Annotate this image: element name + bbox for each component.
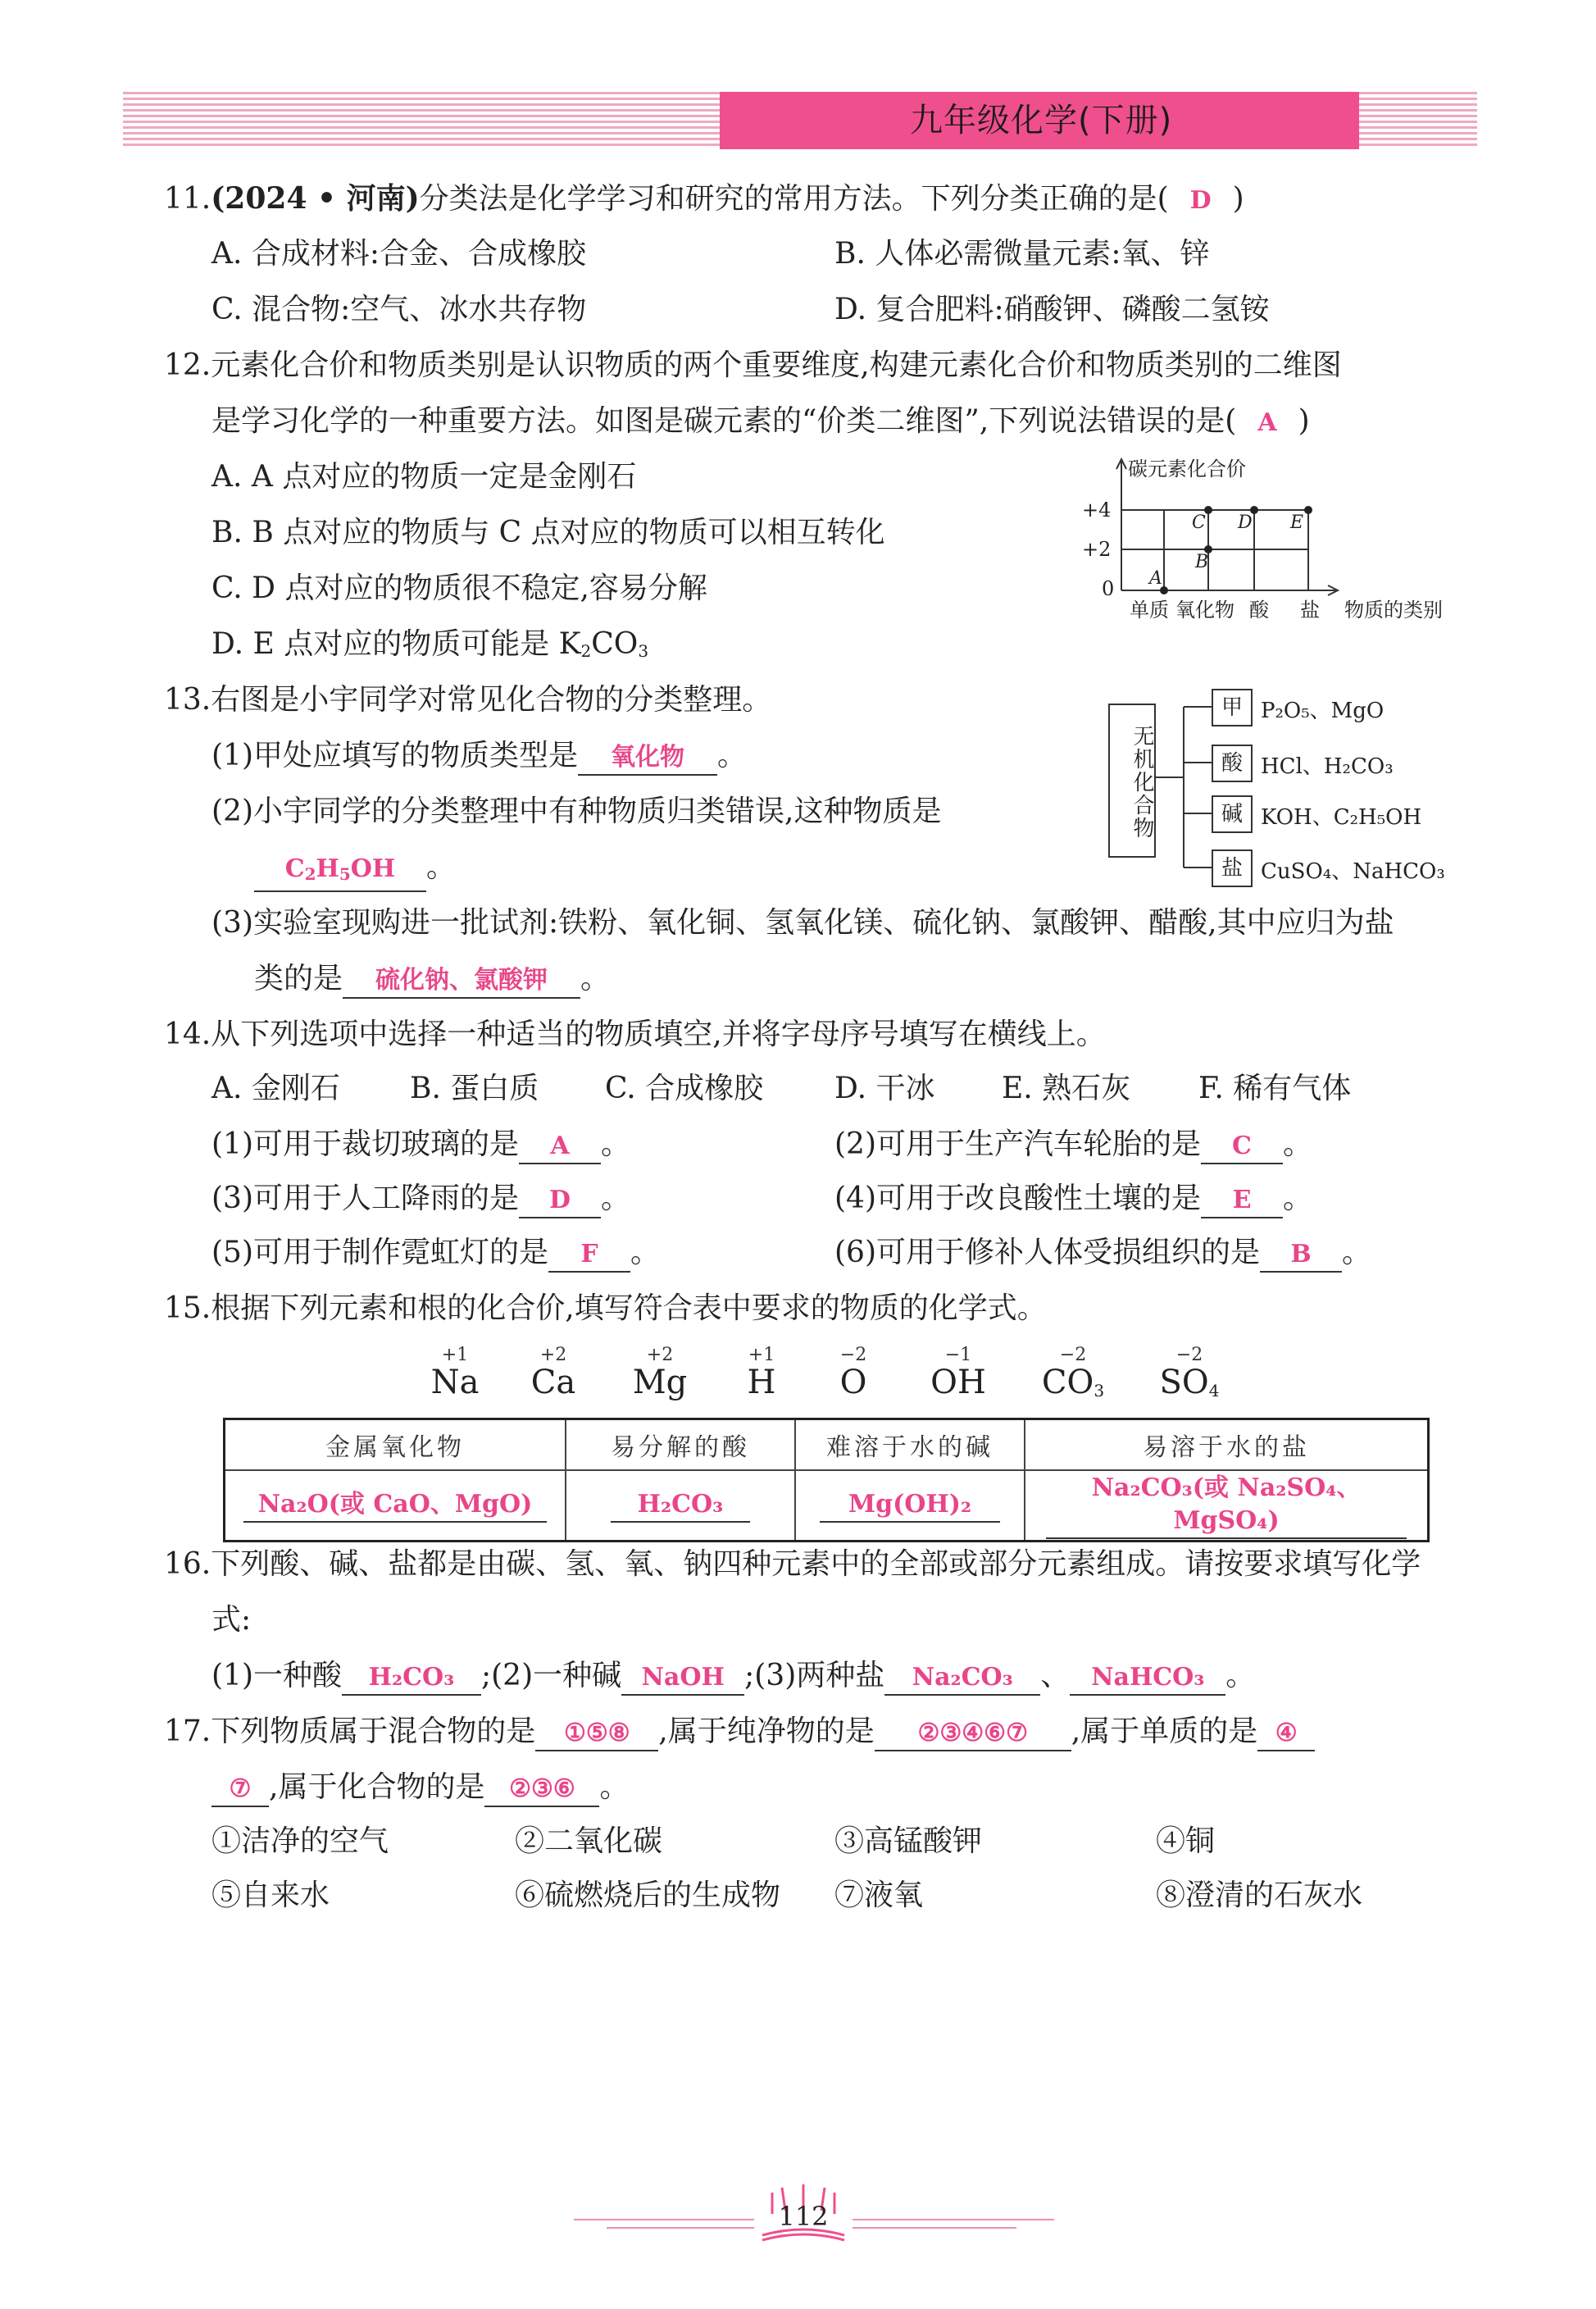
q11-option-d: D. 复合肥料:硝酸钾、磷酸二氢铵 [834,293,1270,326]
diagram-branch-label: 盐 [1212,849,1253,887]
q15-valence: −2 $SO_4$ [1159,1345,1220,1401]
q13-answer-3: 硫化钠、氯酸钾 [343,964,580,999]
table-header: 金属氧化物 [225,1419,566,1471]
q16-answer: Na₂CO₃ [884,1661,1040,1696]
q12-option-b: B. B 点对应的物质与 C 点对应的物质可以相互转化 [211,516,885,549]
q14-stem: 14.从下列选项中选择一种适当的物质填空,并将字母序号填写在横线上。 [164,1018,1106,1051]
q14-option: A. 金刚石 [211,1072,340,1105]
q15-valence: −2 $CO_3$ [1041,1345,1105,1401]
footer-rule [853,2219,1054,2220]
diagram-branch-items: KOH、C₂H₅OH [1261,805,1422,830]
q15-valence: +2 Mg [632,1345,688,1401]
q16-stem-line1: 16.下列酸、碱、盐都是由碳、氢、氧、钠四种元素中的全部或部分元素组成。请按要求填写化学 [164,1547,1421,1581]
q14-item: (4)可用于改良酸性土壤的是 E 。 [834,1177,1312,1220]
q13-part3-line2: 类的是 硫化钠、氯酸钾 。 [254,958,610,1000]
q13-part2-answer-line: $C_2H_5OH$ 。 [254,846,456,892]
q11-stem: 11.(2024 • 河南)分类法是化学学习和研究的常用方法。下列分类正确的是( D ) [164,181,1244,216]
q14-answer: C [1201,1130,1283,1164]
q12-stem-line1: 12.元素化合价和物质类别是认识物质的两个重要维度,构建元素化合价和物质类别的二维图 [164,348,1342,382]
q15-stem: 15.根据下列元素和根的化合价,填写符合表中要求的物质的化学式。 [164,1291,1047,1325]
q17-stem-line2: ⑦ ,属于化合物的是 ②③⑥ 。 [211,1766,629,1809]
q17-answer: ②③④⑥⑦ [875,1717,1071,1751]
table-cell [1025,1470,1429,1542]
q15-valence: −1 OH [930,1345,986,1401]
q15-answer: Na₂CO₃(或 Na₂SO₄、MgSO₄) [1046,1472,1407,1539]
chart-point-label: A [1149,568,1162,589]
chart-xlabel: 酸 [1249,599,1269,622]
q15-answer: Na₂O(或 CaO、MgO) [243,1488,547,1523]
table-cell [225,1470,566,1542]
q17-item: ①洁净的空气 [211,1824,389,1858]
table-cell [566,1470,795,1542]
q15-valence: +2 Ca [530,1345,576,1401]
chart-xlabel: 物质的类别 [1344,599,1443,622]
q11-answer: D [1189,186,1212,215]
q12-answer: A [1257,408,1277,437]
q13-answer-2: $C_2H_5OH$ [254,853,426,892]
q15-valence: +1 Na [430,1345,480,1401]
q14-option: F. 稀有气体 [1198,1072,1352,1105]
q17-item: ②二氧化碳 [515,1824,663,1858]
q11-option-b: B. 人体必需微量元素:氧、锌 [834,237,1210,271]
q17-item: ④铜 [1156,1824,1216,1858]
q17-stem-line1: 17.下列物质属于混合物的是 ①⑤⑧ ,属于纯净物的是 ②③④⑥⑦ ,属于单质的是 ④ [164,1710,1315,1753]
q14-answer: F [548,1238,630,1273]
diagram-branch-label: 甲 [1212,689,1253,726]
q14-answer: E [1201,1184,1283,1218]
diagram-connectors [1154,677,1212,882]
q17-answer: ⑦ [211,1773,269,1807]
chart-point-e [1304,506,1312,514]
q11-option-a: A. 合成材料:合金、合成橡胶 [211,237,587,271]
q13-part3-line1: (3)实验室现购进一批试剂:铁粉、氧化铜、氢氧化镁、硫化钠、氯酸钾、醋酸,其中应归为盐 [211,906,1394,940]
q13-stem: 13.右图是小宇同学对常见化合物的分类整理。 [164,683,772,717]
chart-point-label: B [1195,552,1209,572]
q14-answer: B [1260,1238,1342,1273]
footer-rule [853,2227,1016,2229]
q17-item: ⑤自来水 [211,1879,330,1912]
q13-part2: (2)小宇同学的分类整理中有种物质归类错误,这种物质是 [211,795,942,828]
q16-stem-line2: 式: [211,1603,252,1637]
q14-option: D. 干冰 [834,1072,935,1105]
q13-classification-diagram [1108,677,1453,882]
q15-answer: Mg(OH)₂ [820,1488,1000,1523]
diagram-root: 无机化合物 [1108,704,1156,858]
q17-answer: ①⑤⑧ [535,1717,658,1751]
q16-answer: NaHCO₃ [1070,1661,1225,1696]
table-header: 难溶于水的碱 [795,1419,1025,1471]
q15-table [223,1418,1430,1542]
q17-item: ⑧澄清的石灰水 [1156,1879,1363,1912]
q15-valence: −2 O [839,1345,867,1401]
footer-rule [574,2219,754,2220]
chart-xlabel: 盐 [1300,599,1320,622]
q17-answer: ④ [1257,1717,1315,1751]
chart-ytick: +2 [1082,538,1112,561]
chart-point-label: D [1238,512,1253,533]
q14-item: (6)可用于修补人体受损组织的是 B 。 [834,1232,1371,1274]
q14-answer: D [519,1184,601,1218]
table-header: 易溶于水的盐 [1025,1419,1429,1471]
chart-point-label: E [1290,512,1304,533]
q13-answer-1: 氧化物 [578,741,717,776]
table-header: 易分解的酸 [566,1419,795,1471]
q17-item: ⑥硫燃烧后的生成物 [515,1879,781,1912]
q17-item: ⑦液氧 [834,1879,924,1912]
q16-answer: NaOH [621,1661,744,1696]
q12-valence-chart [1066,453,1459,626]
diagram-branch-items: CuSO₄、NaHCO₃ [1261,859,1445,884]
q17-answer: ②③⑥ [484,1773,599,1807]
q15-valence: +1 H [747,1345,776,1401]
q14-answer: A [519,1130,601,1164]
q17-item: ③高锰酸钾 [834,1824,983,1858]
diagram-branch-items: P₂O₅、MgO [1261,699,1385,723]
q12-option-c: C. D 点对应的物质很不稳定,容易分解 [211,572,707,605]
q14-item: (2)可用于生产汽车轮胎的是 C 。 [834,1123,1312,1166]
table-cell [795,1470,1025,1542]
footer-rule [607,2227,754,2229]
page-header-title: 九年级化学(下册) [910,102,1173,139]
q11-option-c: C. 混合物:空气、冰水共存物 [211,293,587,326]
q14-item: (5)可用于制作霓虹灯的是 F 。 [211,1232,660,1274]
q13-part1: (1)甲处应填写的物质类型是 氧化物 。 [211,735,747,777]
page-number: 112 [778,2201,829,2232]
q14-item: (3)可用于人工降雨的是 D 。 [211,1177,630,1220]
q14-option: E. 熟石灰 [1002,1072,1131,1105]
q12-option-d: D. E 点对应的物质可能是 $K_2CO_3$ [211,627,649,661]
chart-ytick: +4 [1082,499,1112,521]
diagram-branch-items: HCl、H₂CO₃ [1261,754,1394,779]
q12-stem-line2: 是学习化学的一种重要方法。如图是碳元素的“价类二维图”,下列说法错误的是( A ) [211,404,1310,438]
chart-xlabel: 氧化物 [1175,599,1235,622]
diagram-branch-label: 酸 [1212,745,1253,782]
q14-option: B. 蛋白质 [410,1072,539,1105]
chart-point-label: C [1192,512,1206,533]
q14-option: C. 合成橡胶 [605,1072,764,1105]
q12-option-a: A. A 点对应的物质一定是金刚石 [211,460,637,494]
chart-ylabel: 碳元素化合价 [1128,458,1246,480]
q16-answer: H₂CO₃ [342,1661,481,1696]
q16-answers: (1)一种酸 H₂CO₃ ;(2)一种碱 NaOH ;(3)两种盐 Na₂CO₃ 、 NaHCO₃ 。 [211,1655,1255,1697]
q15-answer: H₂CO₃ [611,1488,750,1523]
q14-item: (1)可用于裁切玻璃的是 A 。 [211,1123,630,1166]
chart-ytick: 0 [1102,577,1115,600]
chart-xlabel: 单质 [1130,599,1169,622]
diagram-branch-label: 碱 [1212,795,1253,833]
